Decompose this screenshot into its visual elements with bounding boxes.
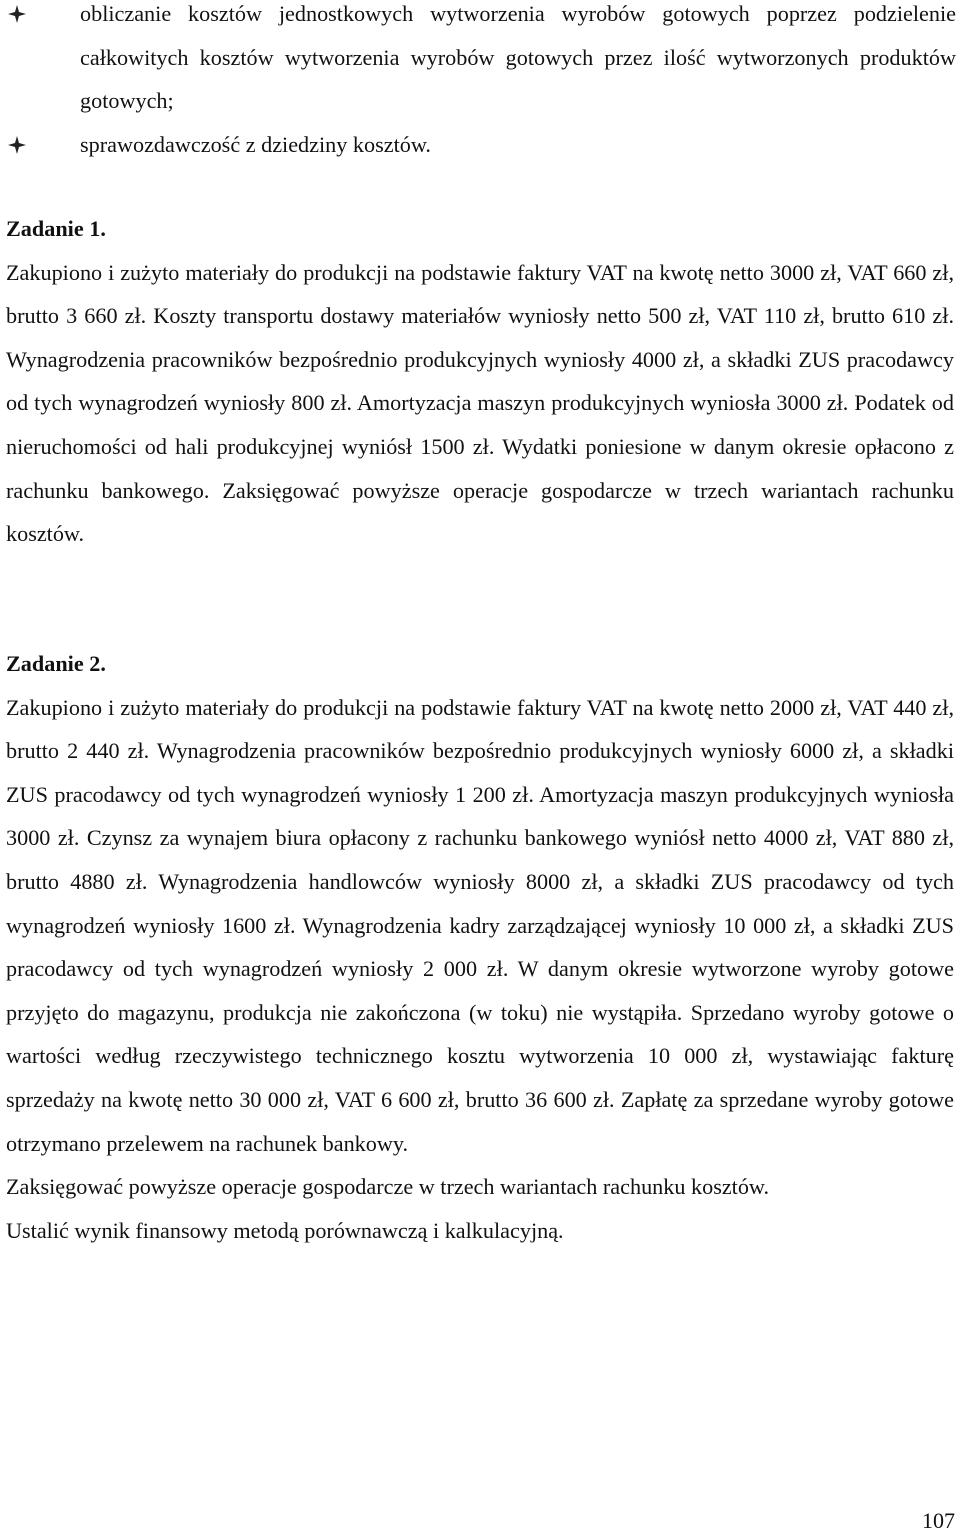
bullet-text: sprawozdawczość z dziedziny kosztów. <box>80 131 431 157</box>
task-1 <box>6 207 954 556</box>
task-body: Zakupiono i zużyto materiały do produkcji na podstawie faktury VAT na kwotę netto 2000 zł, VAT 440 zł, brutto 2 440 zł. Wynagrodzenia pracowników bezpośrednio produkcyjnych wyniosły 6000 zł, a składki ZUS pracodawcy od tych wynagrodzeń wyniosły 1 200 zł. Amortyzacja maszyn produkcyjnych wyniosła 3000 zł. Czynsz za wynajem biura opłacony z rachunku bankowego wyniósł netto 4000 zł, VAT 880 zł, brutto 4880 zł. Wynagrodzenia handlowców wyniosły 8000 zł, a składki ZUS pracodawcy od tych wynagrodzeń wyniosły 1600 zł. Wynagrodzenia kadry zarządzającej wyniosły 10 000 zł, a składki ZUS pracodawcy od tych wynagrodzeń wyniosły 2 000 zł. W danym okresie wytworzone wyroby gotowe przyjęto do magazynu, produkcja nie zakończona (w toku) nie wystąpiła. Sprzedano wyroby gotowe o wartości według rzeczywistego technicznego kosztu wytworzenia 10 000 zł, wystawiając fakturę sprzedaży na kwotę netto 30 000 zł, VAT 6 600 zł, brutto 36 600 zł. Zapłatę za sprzedane wyroby gotowe otrzymano przelewem na rachunek bankowy. <box>6 694 954 1156</box>
task-heading: Zadanie 2. <box>6 651 106 676</box>
bullet-list <box>6 0 956 166</box>
task-heading: Zadanie 1. <box>6 216 106 241</box>
diamond-bullet-icon <box>6 123 34 167</box>
bullet-item <box>6 0 956 123</box>
bullet-item <box>6 123 956 167</box>
task-2 <box>6 642 954 1252</box>
page-number: 107 <box>922 1508 955 1533</box>
task-instruction: Ustalić wynik finansowy metodą porównawczą i kalkulacyjną. <box>6 1217 564 1243</box>
task-instruction: Zaksięgować powyższe operacje gospodarcze w trzech wariantach rachunku kosztów. <box>6 1174 770 1200</box>
diamond-bullet-icon <box>6 0 34 36</box>
bullet-text: obliczanie kosztów jednostkowych wytworzenia wyrobów gotowych poprzez podzielenie całkowitych kosztów wytworzenia wyrobów gotowych przez ilość wytworzonych produktów gotowych; <box>80 1 956 114</box>
task-body: Zakupiono i zużyto materiały do produkcji na podstawie faktury VAT na kwotę netto 3000 zł, VAT 660 zł, brutto 3 660 zł. Koszty transportu dostawy materiałów wyniosły netto 500 zł, VAT 110 zł, brutto 610 zł. Wynagrodzenia pracowników bezpośrednio produkcyjnych wyniosły 4000 zł, a składki ZUS pracodawcy od tych wynagrodzeń wyniosły 800 zł. Amortyzacja maszyn produkcyjnych wyniosła 3000 zł. Podatek od nieruchomości od hali produkcyjnej wyniósł 1500 zł. Wydatki poniesione w danym okresie opłacono z rachunku bankowego. Zaksięgować powyższe operacje gospodarcze w trzech wariantach rachunku kosztów. <box>6 259 954 547</box>
